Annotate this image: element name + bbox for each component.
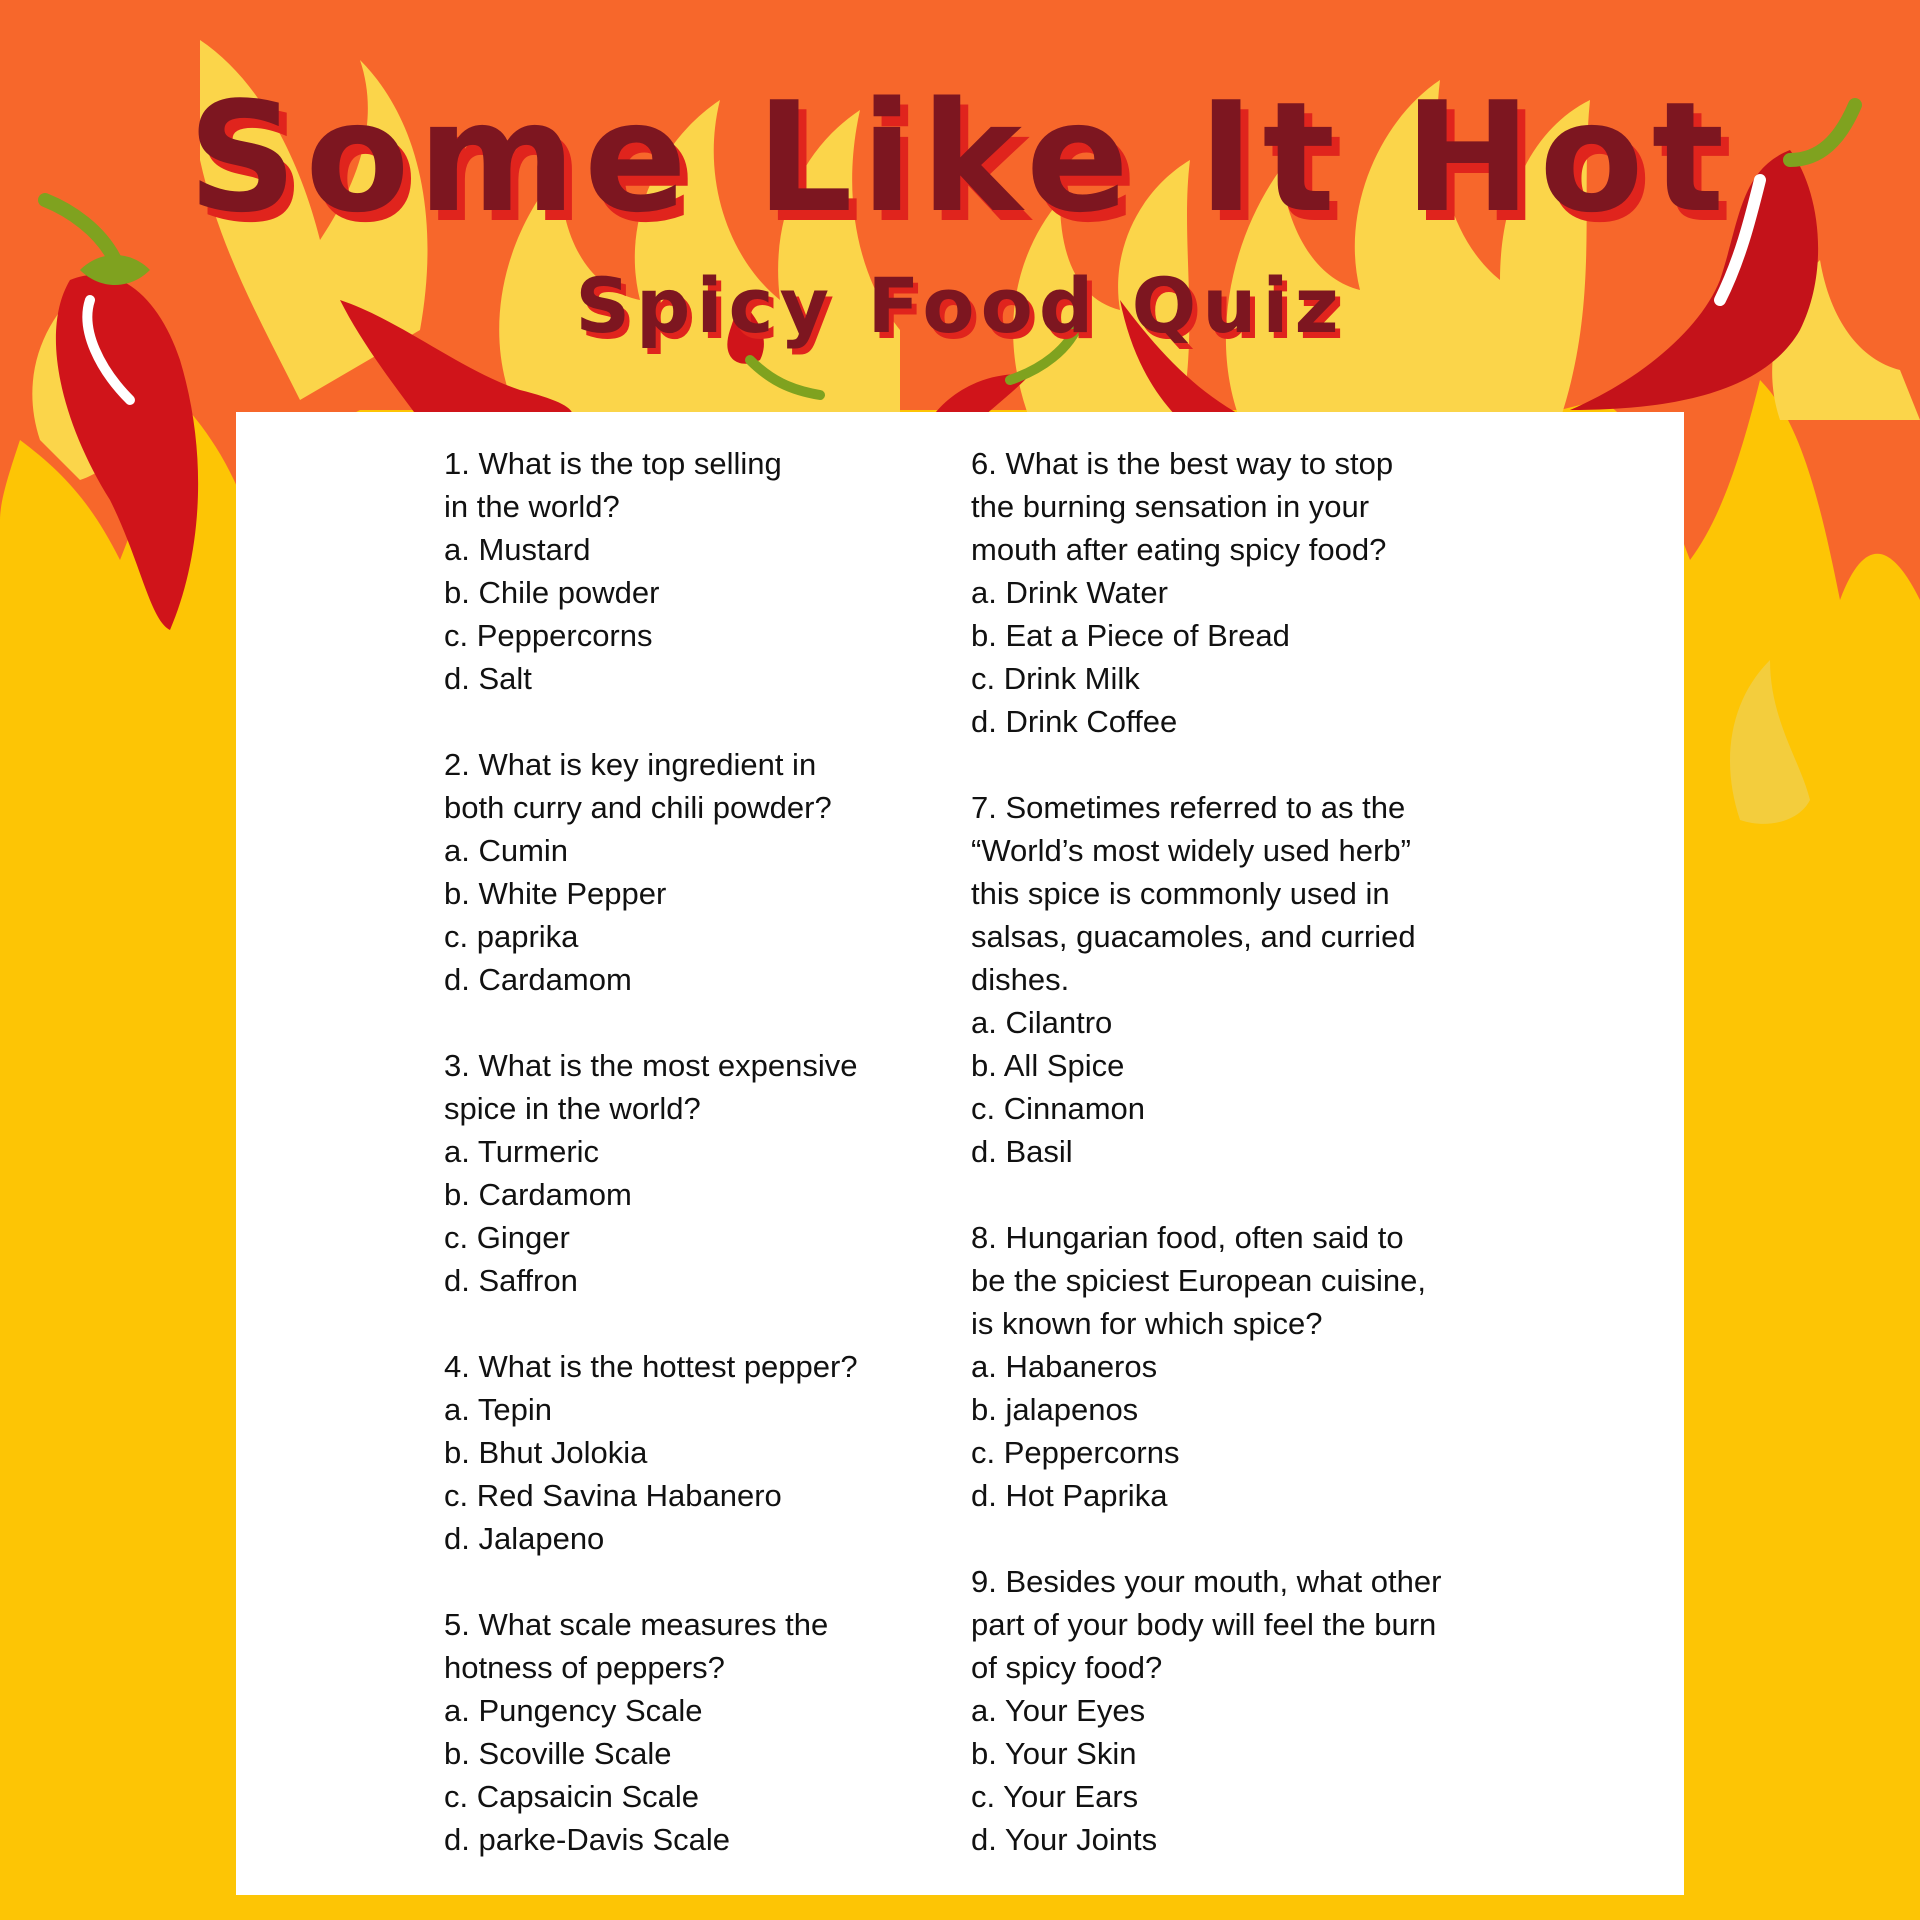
answer-option: c. Peppercorns <box>971 1435 1180 1470</box>
question-text: is known for which spice? <box>971 1306 1323 1341</box>
quiz-card <box>236 412 1684 1895</box>
question-text: salsas, guacamoles, and curried <box>971 919 1416 954</box>
answer-option: a. Drink Water <box>971 575 1168 610</box>
quiz-title: Some Like It Hot <box>187 69 1733 246</box>
answer-option: b. White Pepper <box>444 876 667 911</box>
question-text: 9. Besides your mouth, what other <box>971 1564 1442 1599</box>
quiz-question <box>971 786 1511 1173</box>
question-text: mouth after eating spicy food? <box>971 532 1387 567</box>
quiz-question <box>444 743 914 1001</box>
answer-option: c. Your Ears <box>971 1779 1139 1814</box>
answer-option: b. Scoville Scale <box>444 1736 672 1771</box>
question-text: this spice is commonly used in <box>971 876 1390 911</box>
answer-option: d. Drink Coffee <box>971 704 1178 739</box>
answer-option: b. jalapenos <box>971 1392 1139 1427</box>
question-text: 4. What is the hottest pepper? <box>444 1349 858 1384</box>
question-text: of spicy food? <box>971 1650 1163 1685</box>
answer-option: a. Turmeric <box>444 1134 600 1169</box>
answer-option: b. Your Skin <box>971 1736 1137 1771</box>
question-text: 3. What is the most expensive <box>444 1048 858 1083</box>
quiz-question <box>444 442 914 700</box>
question-text: 1. What is the top selling <box>444 446 782 481</box>
answer-option: c. Ginger <box>444 1220 570 1255</box>
answer-option: a. Mustard <box>444 532 591 567</box>
answer-option: b. Chile powder <box>444 575 660 610</box>
quiz-column-right <box>971 442 1511 1904</box>
answer-option: b. Cardamom <box>444 1177 632 1212</box>
answer-option: d. Saffron <box>444 1263 578 1298</box>
answer-option: a. Tepin <box>444 1392 553 1427</box>
answer-option: d. Your Joints <box>971 1822 1158 1857</box>
answer-option: c. Red Savina Habanero <box>444 1478 782 1513</box>
question-text: hotness of peppers? <box>444 1650 725 1685</box>
question-text: 6. What is the best way to stop <box>971 446 1394 481</box>
answer-option: c. Cinnamon <box>971 1091 1146 1126</box>
question-text: part of your body will feel the burn <box>971 1607 1437 1642</box>
answer-option: d. Cardamom <box>444 962 632 997</box>
quiz-question <box>971 1560 1511 1861</box>
answer-option: b. Bhut Jolokia <box>444 1435 648 1470</box>
question-text: 8. Hungarian food, often said to <box>971 1220 1404 1255</box>
answer-option: c. Peppercorns <box>444 618 653 653</box>
question-text: 7. Sometimes referred to as the <box>971 790 1406 825</box>
quiz-question <box>444 1345 914 1560</box>
answer-option: d. Basil <box>971 1134 1073 1169</box>
quiz-question <box>444 1603 914 1861</box>
quiz-subtitle: Spicy Food Quiz <box>575 261 1345 350</box>
answer-option: a. Pungency Scale <box>444 1693 703 1728</box>
question-text: “World’s most widely used herb” <box>971 833 1411 868</box>
answer-option: c. Capsaicin Scale <box>444 1779 700 1814</box>
answer-option: c. paprika <box>444 919 579 954</box>
answer-option: d. Hot Paprika <box>971 1478 1168 1513</box>
question-text: spice in the world? <box>444 1091 701 1126</box>
question-text: the burning sensation in your <box>971 489 1370 524</box>
answer-option: a. Cumin <box>444 833 569 868</box>
answer-option: a. Habaneros <box>971 1349 1158 1384</box>
quiz-question <box>971 442 1511 743</box>
question-text: in the world? <box>444 489 620 524</box>
answer-option: b. Eat a Piece of Bread <box>971 618 1290 653</box>
answer-option: d. Jalapeno <box>444 1521 605 1556</box>
quiz-question <box>444 1044 914 1302</box>
question-text: be the spiciest European cuisine, <box>971 1263 1426 1298</box>
answer-option: a. Your Eyes <box>971 1693 1146 1728</box>
answer-option: d. Salt <box>444 661 532 696</box>
answer-option: a. Cilantro <box>971 1005 1113 1040</box>
quiz-column-left <box>444 442 914 1904</box>
answer-option: c. Drink Milk <box>971 661 1140 696</box>
question-text: both curry and chili powder? <box>444 790 832 825</box>
question-text: 5. What scale measures the <box>444 1607 829 1642</box>
quiz-question <box>971 1216 1511 1517</box>
question-text: 2. What is key ingredient in <box>444 747 817 782</box>
answer-option: d. parke-Davis Scale <box>444 1822 731 1857</box>
answer-option: b. All Spice <box>971 1048 1125 1083</box>
question-text: dishes. <box>971 962 1070 997</box>
